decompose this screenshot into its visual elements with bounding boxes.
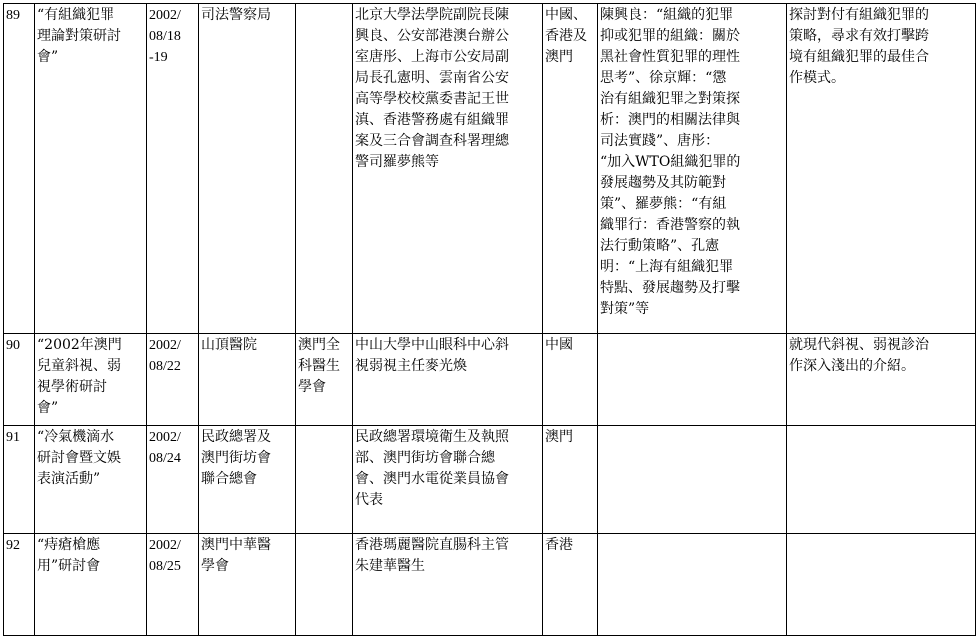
row-number: 89 xyxy=(4,4,35,334)
organizer: 司法警察局 xyxy=(199,4,296,334)
region: 香港 xyxy=(543,534,598,636)
purpose xyxy=(787,426,976,534)
table-row xyxy=(4,4,976,334)
co-organizer: 澳門全 科醫生 學會 xyxy=(296,334,353,426)
event-title: “2002年澳門 兒童斜視、弱 視學術研討 會” xyxy=(35,334,147,426)
topics: 陳興良：“組織的犯罪 抑或犯罪的組織：關於 黑社會性質犯罪的理性 思考”、徐京輝：“懲 治有組織犯罪之對策探 析：澳門的相關法律與 司法實踐”、唐彤： “加入WTO組織犯罪的 發展趨勢及其防範對 策”、羅夢熊：“有組 織罪行：香港警察的執 法行動策略”、孔憲 明：“上海有組織犯罪 特點、發展趨勢及打擊 對策”等 xyxy=(598,4,787,334)
co-organizer xyxy=(296,426,353,534)
event-title: “冷氣機滴水 研討會暨文娛 表演活動” xyxy=(35,426,147,534)
table-row xyxy=(4,534,976,636)
event-date: 2002/ 08/25 xyxy=(147,534,199,636)
row-number: 92 xyxy=(4,534,35,636)
table-row xyxy=(4,334,976,426)
topics xyxy=(598,334,787,426)
guests: 中山大學中山眼科中心斜 視弱視主任麥光煥 xyxy=(353,334,543,426)
co-organizer xyxy=(296,4,353,334)
seminar-table xyxy=(3,3,976,636)
purpose: 就現代斜視、弱視診治 作深入淺出的介紹。 xyxy=(787,334,976,426)
event-date: 2002/ 08/18 -19 xyxy=(147,4,199,334)
topics xyxy=(598,426,787,534)
region: 中國、 香港及 澳門 xyxy=(543,4,598,334)
organizer: 山頂醫院 xyxy=(199,334,296,426)
region: 中國 xyxy=(543,334,598,426)
organizer: 民政總署及 澳門街坊會 聯合總會 xyxy=(199,426,296,534)
purpose xyxy=(787,534,976,636)
guests: 民政總署環境衛生及執照 部、澳門街坊會聯合總 會、澳門水電從業員協會 代表 xyxy=(353,426,543,534)
guests: 北京大學法學院副院長陳 興良、公安部港澳台辦公 室唐彤、上海市公安局副 局長孔憲明、雲南省公安 高等學校校黨委書記王世 滇、香港警務處有組織罪 案及三合會調查科署理總 警司羅夢熊等 xyxy=(353,4,543,334)
row-number: 90 xyxy=(4,334,35,426)
region: 澳門 xyxy=(543,426,598,534)
co-organizer xyxy=(296,534,353,636)
purpose: 探討對付有組織犯罪的 策略，尋求有效打擊跨 境有組織犯罪的最佳合 作模式。 xyxy=(787,4,976,334)
row-number: 91 xyxy=(4,426,35,534)
topics xyxy=(598,534,787,636)
guests: 香港瑪麗醫院直腸科主管 朱建華醫生 xyxy=(353,534,543,636)
event-title: “痔瘡槍應 用”研討會 xyxy=(35,534,147,636)
event-date: 2002/ 08/22 xyxy=(147,334,199,426)
event-title: “有組織犯罪 理論對策研討 會” xyxy=(35,4,147,334)
organizer: 澳門中華醫 學會 xyxy=(199,534,296,636)
table-row xyxy=(4,426,976,534)
event-date: 2002/ 08/24 xyxy=(147,426,199,534)
